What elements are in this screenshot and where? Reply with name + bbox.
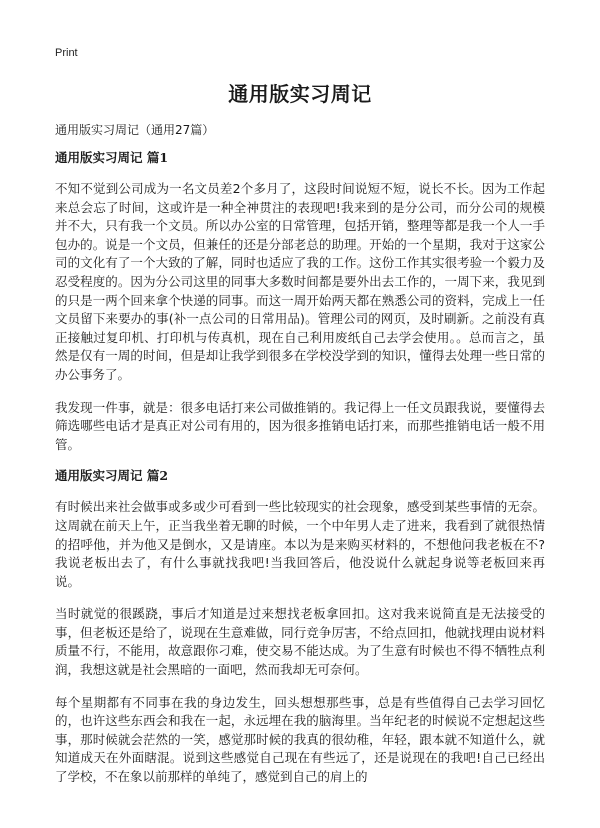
section-1 [55,150,545,454]
print-link[interactable]: Print [55,47,78,59]
paragraph: 每个星期都有不同事在我的身边发生，回头想想那些事，总是有些值得自己去学习回忆的，也许这些东西会和我在一起，永远埋在我的脑海里。当年纪老的时候说不定想起这些事，那时候就会茫然的一笑，感觉那时候的我真的很幼稚，年轻，跟本就不知道什么，就知道成天在外面瞎混。说到这些感觉自己现在有些远了，还是说现在的我吧!自己已经出了学校，不在象以前那样的单纯了，感觉到自己的肩上的 [55,694,545,785]
document-body [55,150,545,801]
document-title: 通用版实习周记 [228,82,372,106]
paragraph: 我发现一件事，就是：很多电话打来公司做推销的。我记得上一任文员跟我说，要懂得去筛选哪些电话才是真正对公司有用的，因为很多推销电话打来，而那些推销电话一般不用管。 [55,399,545,452]
section-2 [55,468,545,786]
document-subtitle: 通用版实习周记（通用27篇） [55,123,215,137]
paragraph: 不知不觉到公司成为一名文员差2个多月了，这段时间说短不短，说长不长。因为工作起来总会忘了时间，这或许是一种全神贯注的表现吧!我来到的是分公司，而分公司的规模并不大，只有我一个文员。所以办公室的日常管理，包括开销，整理等都是我一个人一手包办的。说是一个文员，但兼任的还是分部老总的助理。开始的一个星期，我对于这家公司的文化有了一个大致的了解，同时也适应了我的工作。这份工作其实很考验一个毅力及忍受程度的。因为分公司这里的同事大多数时间都是要外出去工作的，一周下来，我见到的只是一两个回来拿个快递的同事。而这一周开始两天都在熟悉公司的资料，完成上一任文员留下来要办的事(补一点公司的日常用品)。管理公司的网页，及时刷新。之前没有真正接触过复印机、打印机与传真机，现在自己利用废纸自己去学会使用。。总而言之，虽然是仅有一周的时间，但是却让我学到很多在学校没学到的知识，懂得去处理一些日常的办公事务了。 [55,181,545,382]
section-heading: 通用版实习周记 篇2 [55,468,169,484]
paragraph: 有时候出来社会做事或多或少可看到一些比较现实的社会现象，感受到某些事情的无奈。这周就在前天上午，正当我坐着无聊的时候，一个中年男人走了进来，我看到了就很热情的招呼他，并为他又是倒水，又是请座。本以为是来购买材料的，不想他问我老板在不?我说老板出去了，有什么事就找我吧!当我回答后，他没说什么就起身说等老板回来再说。 [55,499,545,589]
section-heading: 通用版实习周记 篇1 [55,150,169,165]
paragraph: 当时就觉的很蹊跷，事后才知道是过来想找老板拿回扣。这对我来说简直是无法接受的事，但老板还是给了，说现在生意难做，同行竞争厉害，不给点回扣，他就找理由说材料质量不行，不能用，故意跟你刁难，使交易不能达成。为了生意有时候也不得不牺牲点利润，我想这就是社会黑暗的一面吧，然而我却无可奈何。 [55,606,545,678]
